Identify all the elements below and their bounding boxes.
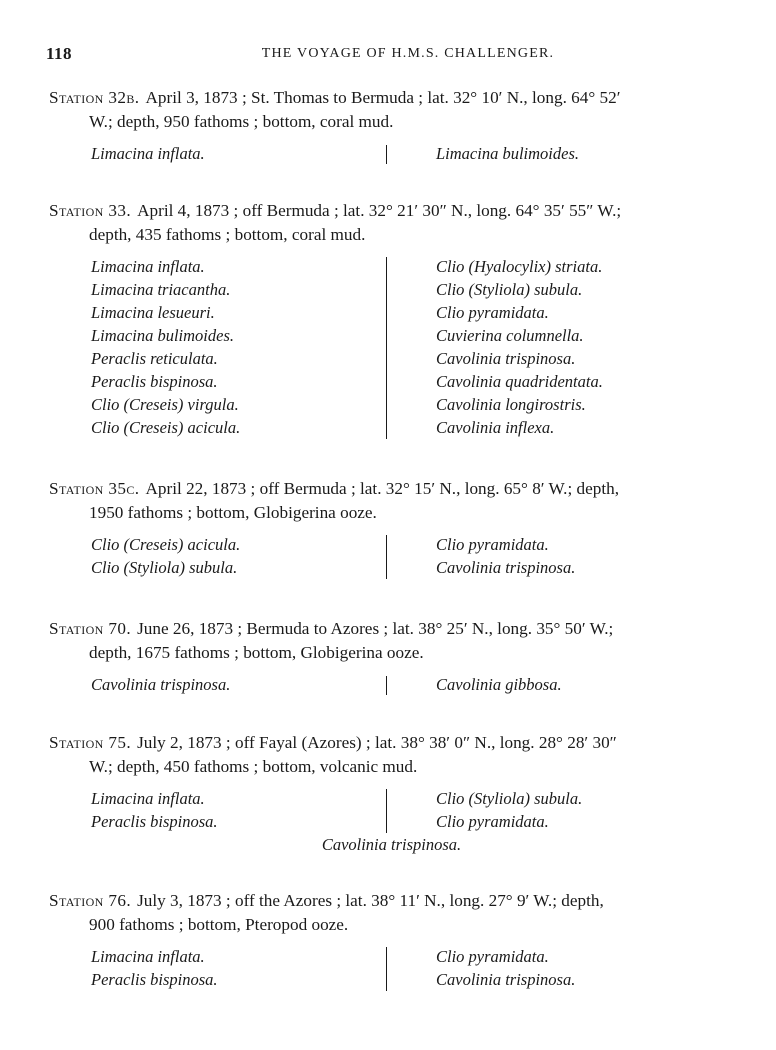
species-name: Limacina inflata. <box>91 257 205 276</box>
station-label: Station 75. <box>49 733 132 752</box>
species-name: Clio (Hyalocylix) striata. <box>436 257 603 276</box>
species-name: Limacina inflata. <box>91 789 205 808</box>
species-name: Cavolinia longirostris. <box>436 395 586 414</box>
station-details-line2: W.; depth, 950 fathoms ; bottom, coral mud. <box>89 112 394 131</box>
running-title: THE VOYAGE OF H.M.S. CHALLENGER. <box>261 46 555 61</box>
species-name: Cavolinia trispinosa. <box>436 558 576 577</box>
species-name: Cavolinia gibbosa. <box>436 675 562 694</box>
species-name: Peraclis bispinosa. <box>91 970 218 989</box>
species-name: Limacina lesueuri. <box>91 303 215 322</box>
species-name: Cuvierina columnella. <box>436 326 584 345</box>
station-details-line1: July 2, 1873 ; off Fayal (Azores) ; lat. 38° 38′ 0″ N., long. 28° 28′ 30″ <box>137 733 617 752</box>
column-divider <box>386 947 387 991</box>
species-left-column <box>91 255 240 439</box>
station-details-line1: April 3, 1873 ; St. Thomas to Bermuda ; lat. 32° 10′ N., long. 64° 52′ <box>145 88 621 107</box>
station-heading <box>49 617 734 665</box>
station-heading <box>49 199 734 247</box>
station-details-line1: April 4, 1873 ; off Bermuda ; lat. 32° 21′ 30″ N., long. 64° 35′ 55″ W.; <box>137 201 622 220</box>
species-right-column <box>436 255 603 439</box>
species-right-column <box>436 533 575 579</box>
species-name: Clio (Creseis) virgula. <box>91 395 239 414</box>
species-list <box>49 787 734 859</box>
station-details-line2: depth, 1675 fathoms ; bottom, Globigerina ooze. <box>89 643 424 662</box>
species-list <box>49 142 734 166</box>
species-name: Clio (Creseis) acicula. <box>91 535 241 554</box>
species-name: Limacina inflata. <box>91 947 205 966</box>
species-left-column <box>91 533 240 579</box>
column-divider <box>386 789 387 833</box>
station-label: Station 76. <box>49 891 132 910</box>
species-name: Clio pyramidata. <box>436 303 549 322</box>
species-right-column <box>436 787 582 833</box>
species-list <box>49 533 734 581</box>
station-details-line2: W.; depth, 450 fathoms ; bottom, volcanic mud. <box>89 757 418 776</box>
species-name: Limacina inflata. <box>91 144 205 163</box>
species-name: Limacina bulimoides. <box>91 326 234 345</box>
species-name: Limacina bulimoides. <box>436 144 579 163</box>
species-left-column <box>91 787 218 833</box>
station-entry <box>49 477 734 581</box>
species-name: Clio (Styliola) subula. <box>436 280 583 299</box>
species-name: Peraclis bispinosa. <box>91 372 218 391</box>
station-details-line2: depth, 435 fathoms ; bottom, coral mud. <box>89 225 366 244</box>
station-entry <box>49 199 734 441</box>
species-name: Clio pyramidata. <box>436 812 549 831</box>
species-right-column <box>436 673 562 696</box>
species-right-column <box>436 142 579 165</box>
station-label: Station 32b. <box>49 88 140 107</box>
station-heading <box>49 477 734 525</box>
species-name: Cavolinia trispinosa. <box>436 349 576 368</box>
station-entry <box>49 889 734 993</box>
species-list <box>49 945 734 993</box>
species-name: Cavolinia trispinosa. <box>91 675 231 694</box>
station-heading <box>49 86 734 134</box>
station-label: Station 35c. <box>49 479 140 498</box>
species-name: Peraclis bispinosa. <box>91 812 218 831</box>
species-name: Clio pyramidata. <box>436 535 549 554</box>
station-entry <box>49 731 734 859</box>
species-name: Clio (Creseis) acicula. <box>91 418 241 437</box>
station-heading <box>49 731 734 779</box>
station-details-line1: June 26, 1873 ; Bermuda to Azores ; lat. 38° 25′ N., long. 35° 50′ W.; <box>137 619 614 638</box>
page-number: 118 <box>46 44 73 63</box>
station-label: Station 70. <box>49 619 132 638</box>
species-name: Limacina triacantha. <box>91 280 231 299</box>
species-name: Cavolinia quadridentata. <box>436 372 603 391</box>
column-divider <box>386 535 387 579</box>
station-entry <box>49 86 734 166</box>
species-name: Clio pyramidata. <box>436 947 549 966</box>
species-name: Cavolinia inflexa. <box>436 418 555 437</box>
species-left-column <box>91 945 218 991</box>
species-left-column <box>91 142 205 165</box>
station-details-line1: April 22, 1873 ; off Bermuda ; lat. 32° 15′ N., long. 65° 8′ W.; depth, <box>145 479 620 498</box>
species-list <box>49 255 734 441</box>
species-list <box>49 673 734 697</box>
species-name: Peraclis reticulata. <box>91 349 218 368</box>
species-name-centered: Cavolinia trispinosa. <box>321 835 462 854</box>
species-right-column <box>436 945 575 991</box>
station-label: Station 33. <box>49 201 132 220</box>
species-left-column <box>91 673 230 696</box>
column-divider <box>386 676 387 695</box>
species-name: Clio (Styliola) subula. <box>436 789 583 808</box>
species-name: Cavolinia trispinosa. <box>436 970 576 989</box>
column-divider <box>386 257 387 439</box>
station-details-line2: 900 fathoms ; bottom, Pteropod ooze. <box>89 915 349 934</box>
station-entry <box>49 617 734 697</box>
station-details-line1: July 3, 1873 ; off the Azores ; lat. 38° 11′ N., long. 27° 9′ W.; depth, <box>137 891 604 910</box>
station-details-line2: 1950 fathoms ; bottom, Globigerina ooze. <box>89 503 377 522</box>
species-name: Clio (Styliola) subula. <box>91 558 238 577</box>
station-heading <box>49 889 734 937</box>
column-divider <box>386 145 387 164</box>
